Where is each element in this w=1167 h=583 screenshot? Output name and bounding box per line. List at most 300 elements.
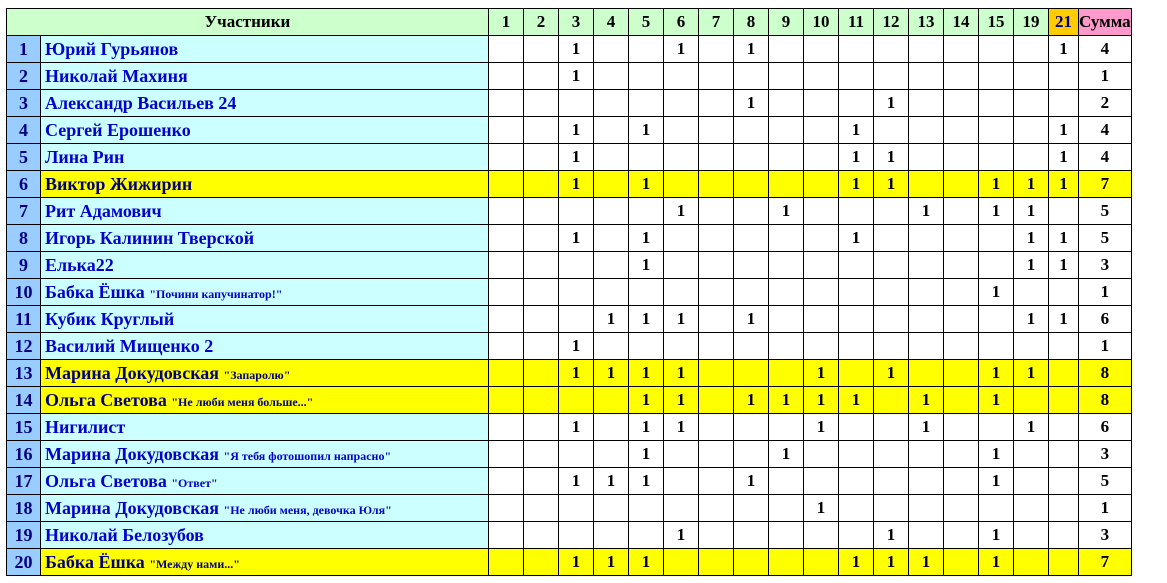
score-cell [909, 495, 944, 522]
score-cell [839, 468, 874, 495]
score-cell: 1 [769, 441, 804, 468]
sum-cell: 3 [1079, 522, 1132, 549]
row-number: 1 [7, 36, 41, 63]
score-cell: 1 [664, 387, 699, 414]
score-cell [909, 90, 944, 117]
score-cell [804, 468, 839, 495]
score-cell: 1 [979, 441, 1014, 468]
score-cell [699, 225, 734, 252]
participant-name: Марина Докудовская [45, 362, 220, 383]
participant-name-cell [41, 306, 489, 333]
score-cell [559, 279, 594, 306]
participant-name: Ольга Светова [45, 389, 167, 410]
participant-name-cell [41, 441, 489, 468]
score-cell: 1 [664, 306, 699, 333]
score-cell [699, 549, 734, 576]
score-cell [839, 36, 874, 63]
score-cell [909, 279, 944, 306]
participant-name: Лина Рин [45, 146, 125, 167]
score-cell [1049, 198, 1079, 225]
sum-header: Сумма [1079, 9, 1132, 36]
score-cell [944, 468, 979, 495]
score-cell: 1 [629, 117, 664, 144]
score-cell [804, 279, 839, 306]
score-cell: 1 [909, 549, 944, 576]
score-cell [489, 198, 524, 225]
score-cell: 1 [664, 198, 699, 225]
score-cell: 1 [874, 360, 909, 387]
score-cell [804, 225, 839, 252]
participant-note: "Я тебя фотошопил напрасно" [223, 448, 392, 463]
score-cell [664, 144, 699, 171]
score-cell [664, 171, 699, 198]
score-cell [944, 549, 979, 576]
score-cell [734, 144, 769, 171]
participant-name: Николай Белозубов [45, 524, 204, 545]
score-cell [489, 63, 524, 90]
score-cell [874, 495, 909, 522]
score-cell: 1 [559, 414, 594, 441]
sum-cell: 5 [1079, 198, 1132, 225]
score-cell [979, 333, 1014, 360]
sum-cell: 4 [1079, 36, 1132, 63]
score-cell [874, 279, 909, 306]
score-cell [559, 306, 594, 333]
score-cell: 1 [1049, 306, 1079, 333]
score-cell [839, 252, 874, 279]
score-cell [979, 495, 1014, 522]
score-cell [664, 333, 699, 360]
score-cell: 1 [804, 414, 839, 441]
score-cell [629, 63, 664, 90]
score-cell: 1 [629, 225, 664, 252]
score-cell: 1 [1049, 144, 1079, 171]
score-cell [1014, 279, 1049, 306]
score-cell: 1 [1014, 225, 1049, 252]
score-cell: 1 [594, 360, 629, 387]
score-cell [944, 495, 979, 522]
score-cell [769, 225, 804, 252]
score-cell [559, 252, 594, 279]
participant-name-cell [41, 387, 489, 414]
score-cell [699, 117, 734, 144]
score-cell: 1 [874, 549, 909, 576]
score-cell [769, 63, 804, 90]
score-cell [1014, 549, 1049, 576]
score-cell: 1 [839, 549, 874, 576]
score-cell: 1 [839, 117, 874, 144]
score-cell [944, 333, 979, 360]
row-number: 13 [7, 360, 41, 387]
score-cell [594, 225, 629, 252]
participant-note: "Ответ" [171, 475, 218, 490]
score-cell [629, 279, 664, 306]
score-cell [769, 36, 804, 63]
score-cell [909, 252, 944, 279]
score-cell [804, 522, 839, 549]
score-cell [524, 90, 559, 117]
score-cell [1049, 522, 1079, 549]
score-cell [594, 279, 629, 306]
participant-name: Николай Махиня [45, 65, 188, 86]
score-cell [1049, 387, 1079, 414]
score-cell [874, 117, 909, 144]
score-cell [699, 198, 734, 225]
score-cell [804, 36, 839, 63]
participant-note: "Между нами..." [149, 556, 240, 571]
score-cell [769, 468, 804, 495]
row-number: 15 [7, 414, 41, 441]
row-number: 11 [7, 306, 41, 333]
score-cell: 1 [629, 549, 664, 576]
score-cell: 1 [629, 252, 664, 279]
score-cell: 1 [1014, 198, 1049, 225]
participant-name: Елька22 [45, 254, 114, 275]
score-cell [664, 495, 699, 522]
score-cell [664, 468, 699, 495]
participant-note: "Не люби меня, девочка Юля" [223, 502, 392, 517]
column-header-15: 15 [979, 9, 1014, 36]
score-cell [699, 387, 734, 414]
score-cell [769, 306, 804, 333]
score-cell [1049, 279, 1079, 306]
score-cell [699, 144, 734, 171]
score-cell [734, 63, 769, 90]
row-number: 14 [7, 387, 41, 414]
score-cell [594, 117, 629, 144]
score-cell [979, 414, 1014, 441]
score-cell [699, 360, 734, 387]
participant-name-cell [41, 36, 489, 63]
column-header-14: 14 [944, 9, 979, 36]
score-cell: 1 [874, 90, 909, 117]
score-cell [804, 198, 839, 225]
score-cell [559, 522, 594, 549]
score-cell [874, 468, 909, 495]
score-cell [1049, 414, 1079, 441]
row-number: 18 [7, 495, 41, 522]
participant-name: Кубик Круглый [45, 308, 175, 329]
participant-note: "Почини капучинатор!" [149, 286, 283, 301]
participant-name: Ольга Светова [45, 470, 167, 491]
score-cell [874, 333, 909, 360]
score-cell [699, 468, 734, 495]
score-cell [944, 387, 979, 414]
participant-name-cell [41, 279, 489, 306]
column-header-12: 12 [874, 9, 909, 36]
table-row [7, 549, 1132, 576]
score-cell: 1 [559, 171, 594, 198]
score-cell [769, 252, 804, 279]
score-cell [1014, 333, 1049, 360]
participant-name-cell [41, 90, 489, 117]
score-cell [489, 522, 524, 549]
score-cell [909, 360, 944, 387]
participant-name-cell [41, 225, 489, 252]
score-cell: 1 [1014, 306, 1049, 333]
score-cell [489, 441, 524, 468]
score-cell [594, 441, 629, 468]
score-cell [489, 225, 524, 252]
results-table-wrapper [6, 8, 1132, 576]
column-header-19: 19 [1014, 9, 1049, 36]
score-cell [874, 198, 909, 225]
score-cell: 1 [979, 387, 1014, 414]
table-row [7, 225, 1132, 252]
score-cell: 1 [559, 360, 594, 387]
score-cell [524, 306, 559, 333]
participant-name-cell [41, 468, 489, 495]
table-row [7, 36, 1132, 63]
sum-cell: 6 [1079, 306, 1132, 333]
row-number: 9 [7, 252, 41, 279]
score-cell: 1 [804, 387, 839, 414]
score-cell [839, 414, 874, 441]
score-cell [874, 387, 909, 414]
score-cell [979, 36, 1014, 63]
score-cell: 1 [559, 468, 594, 495]
score-cell: 1 [979, 522, 1014, 549]
score-cell: 1 [559, 117, 594, 144]
score-cell [909, 144, 944, 171]
score-cell [769, 360, 804, 387]
score-cell [524, 279, 559, 306]
score-cell [629, 144, 664, 171]
score-cell [524, 36, 559, 63]
score-cell [804, 441, 839, 468]
score-cell [594, 63, 629, 90]
score-cell [734, 333, 769, 360]
score-cell [699, 495, 734, 522]
score-cell: 1 [839, 144, 874, 171]
score-cell [839, 360, 874, 387]
participant-name: Сергей Ерошенко [45, 119, 191, 140]
score-cell [944, 252, 979, 279]
score-cell [699, 36, 734, 63]
participants-header: Участники [7, 9, 489, 36]
score-cell [489, 414, 524, 441]
column-header-6: 6 [664, 9, 699, 36]
column-header-3: 3 [559, 9, 594, 36]
score-cell [769, 117, 804, 144]
participant-name: Игорь Калинин Тверской [45, 227, 255, 248]
table-row [7, 306, 1132, 333]
score-cell [524, 549, 559, 576]
sum-cell: 8 [1079, 360, 1132, 387]
score-cell [1049, 495, 1079, 522]
table-row [7, 144, 1132, 171]
score-cell: 1 [629, 171, 664, 198]
score-cell [629, 495, 664, 522]
table-row [7, 360, 1132, 387]
score-cell [909, 117, 944, 144]
score-cell: 1 [979, 171, 1014, 198]
score-cell [629, 90, 664, 117]
column-header-1: 1 [489, 9, 524, 36]
score-cell: 1 [839, 171, 874, 198]
score-cell [769, 495, 804, 522]
score-cell: 1 [734, 90, 769, 117]
score-cell: 1 [769, 198, 804, 225]
table-row [7, 468, 1132, 495]
score-cell: 1 [734, 36, 769, 63]
sum-cell: 1 [1079, 495, 1132, 522]
column-header-5: 5 [629, 9, 664, 36]
score-cell [524, 225, 559, 252]
score-cell [489, 468, 524, 495]
score-cell [1014, 441, 1049, 468]
table-row [7, 117, 1132, 144]
sum-cell: 2 [1079, 90, 1132, 117]
score-cell [1014, 144, 1049, 171]
score-cell [594, 495, 629, 522]
score-cell: 1 [664, 414, 699, 441]
score-cell: 1 [1049, 117, 1079, 144]
score-cell [1014, 387, 1049, 414]
score-cell [699, 522, 734, 549]
participant-name-cell [41, 495, 489, 522]
score-cell [909, 225, 944, 252]
participant-name: Бабка Ёшка [45, 281, 145, 302]
score-cell: 1 [839, 225, 874, 252]
score-cell [1049, 468, 1079, 495]
score-cell [944, 117, 979, 144]
row-number: 8 [7, 225, 41, 252]
score-cell [524, 144, 559, 171]
score-cell [1014, 63, 1049, 90]
score-cell [874, 441, 909, 468]
sum-cell: 4 [1079, 144, 1132, 171]
row-number: 16 [7, 441, 41, 468]
score-cell [909, 333, 944, 360]
score-cell: 1 [1049, 252, 1079, 279]
score-cell [559, 90, 594, 117]
score-cell [979, 144, 1014, 171]
participant-name: Марина Докудовская [45, 497, 220, 518]
score-cell: 1 [594, 468, 629, 495]
score-cell: 1 [909, 198, 944, 225]
score-cell [629, 36, 664, 63]
score-cell [559, 441, 594, 468]
score-cell [909, 36, 944, 63]
score-cell [909, 306, 944, 333]
score-cell [489, 279, 524, 306]
participant-name: Александр Васильев 24 [45, 92, 237, 113]
score-cell [594, 414, 629, 441]
score-cell [769, 549, 804, 576]
score-cell [979, 306, 1014, 333]
table-row [7, 171, 1132, 198]
score-cell [1014, 522, 1049, 549]
score-cell: 1 [629, 387, 664, 414]
score-cell [804, 117, 839, 144]
participant-name: Виктор Жижирин [45, 173, 193, 194]
score-cell [909, 522, 944, 549]
score-cell: 1 [559, 36, 594, 63]
score-cell [734, 198, 769, 225]
score-cell [524, 333, 559, 360]
participant-name-cell [41, 414, 489, 441]
score-cell [1014, 36, 1049, 63]
score-cell [944, 144, 979, 171]
score-cell: 1 [839, 387, 874, 414]
table-row [7, 414, 1132, 441]
score-cell [874, 306, 909, 333]
score-cell [559, 198, 594, 225]
score-cell [699, 306, 734, 333]
score-cell [839, 333, 874, 360]
score-cell [594, 333, 629, 360]
score-cell [804, 306, 839, 333]
score-cell: 1 [874, 171, 909, 198]
score-cell: 1 [664, 36, 699, 63]
row-number: 3 [7, 90, 41, 117]
score-cell: 1 [629, 306, 664, 333]
header-row [7, 9, 1132, 36]
score-cell [734, 441, 769, 468]
score-cell [629, 522, 664, 549]
table-row [7, 279, 1132, 306]
score-cell [944, 279, 979, 306]
score-cell [489, 36, 524, 63]
score-cell: 1 [979, 360, 1014, 387]
participant-name-cell [41, 252, 489, 279]
score-cell [1049, 441, 1079, 468]
score-cell [664, 252, 699, 279]
participant-name-cell [41, 333, 489, 360]
score-cell [664, 63, 699, 90]
sum-cell: 5 [1079, 225, 1132, 252]
score-cell [1014, 495, 1049, 522]
score-cell: 1 [559, 549, 594, 576]
table-row [7, 441, 1132, 468]
score-cell [769, 333, 804, 360]
sum-cell: 1 [1079, 333, 1132, 360]
score-cell: 1 [804, 495, 839, 522]
score-cell: 1 [734, 387, 769, 414]
row-number: 17 [7, 468, 41, 495]
score-cell [489, 549, 524, 576]
column-header-8: 8 [734, 9, 769, 36]
score-cell [874, 36, 909, 63]
score-cell [594, 90, 629, 117]
score-cell [1049, 360, 1079, 387]
score-cell: 1 [804, 360, 839, 387]
score-cell [1049, 549, 1079, 576]
score-cell [979, 117, 1014, 144]
sum-cell: 3 [1079, 252, 1132, 279]
participant-note: "Не люби меня больше..." [171, 394, 314, 409]
score-cell [734, 495, 769, 522]
score-cell [804, 549, 839, 576]
score-cell [734, 252, 769, 279]
score-cell [839, 441, 874, 468]
score-cell: 1 [874, 522, 909, 549]
score-cell: 1 [1049, 36, 1079, 63]
row-number: 6 [7, 171, 41, 198]
score-cell [489, 387, 524, 414]
score-cell: 1 [1049, 171, 1079, 198]
score-cell [699, 333, 734, 360]
score-cell [734, 279, 769, 306]
score-cell [524, 63, 559, 90]
score-cell [874, 63, 909, 90]
sum-cell: 1 [1079, 63, 1132, 90]
score-cell [594, 198, 629, 225]
score-cell: 1 [664, 360, 699, 387]
score-cell [979, 63, 1014, 90]
participant-name-cell [41, 117, 489, 144]
